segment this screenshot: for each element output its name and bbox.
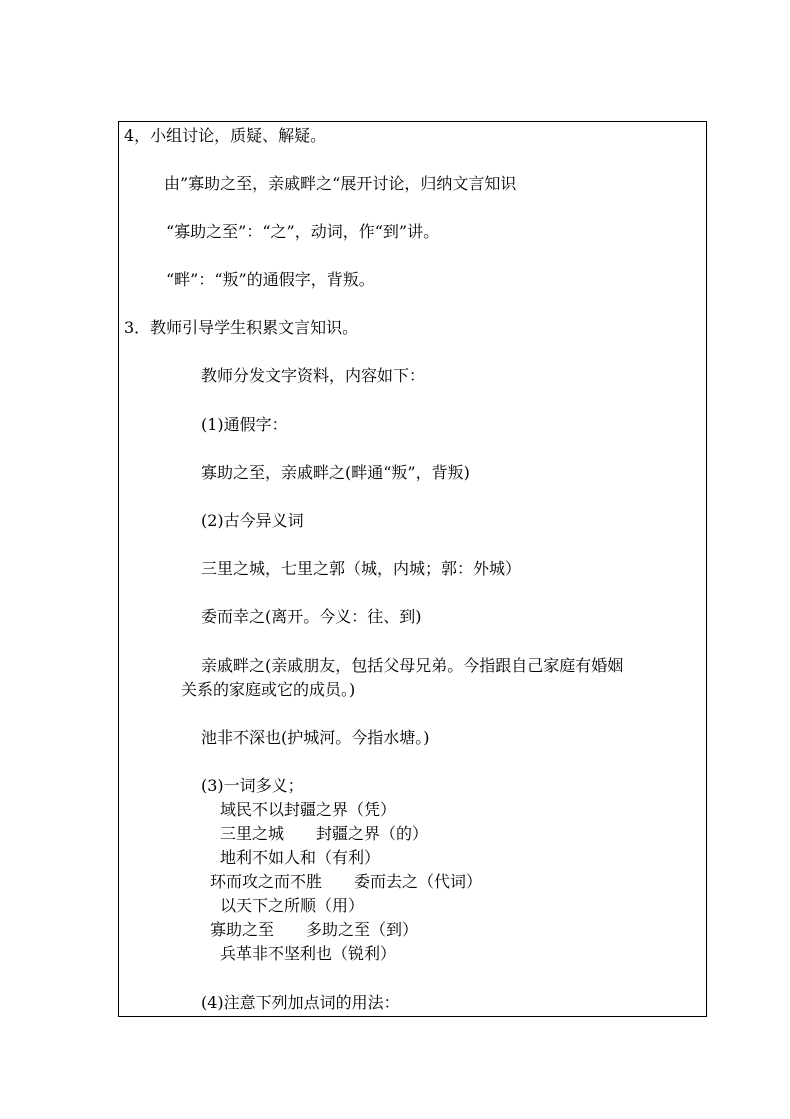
text-line-14: 池非不深也(护城河。今指水塘。) (201, 728, 430, 747)
text-line-9: (2)古今异义词 (201, 511, 304, 530)
text-line-23: (4)注意下列加点词的用法： (201, 993, 400, 1012)
text-line-8: 寡助之至，亲戚畔之(畔通“叛”，背叛) (201, 463, 470, 482)
text-line-5: 3．教师引导学生积累文言知识。 (124, 318, 359, 337)
text-line-4: “畔”：“叛”的通假字，背叛。 (166, 270, 375, 289)
text-line-1: 4，小组讨论，质疑、解疑。 (124, 126, 327, 145)
text-line-11: 委而幸之(离开。今义：往、到) (201, 607, 422, 626)
text-line-20: 以天下之所顺（用） (220, 896, 365, 915)
text-line-12: 亲戚畔之(亲戚朋友，包括父母兄弟。今指跟自己家庭有婚姻 (201, 656, 624, 675)
text-line-13: 关系的家庭或它的成员。) (181, 680, 356, 699)
text-line-22: 兵革非不坚利也（锐利） (220, 944, 397, 963)
text-line-16: 域民不以封疆之界（凭） (220, 800, 397, 819)
text-line-2: 由”寡助之至，亲戚畔之“展开讨论，归纳文言知识 (164, 174, 517, 193)
text-line-10: 三里之城，七里之郭（城，内城；郭：外城） (201, 559, 522, 578)
text-line-18: 地利不如人和（有利） (220, 848, 381, 867)
text-line-3: “寡助之至”：“之”，动词，作“到”讲。 (166, 222, 440, 241)
text-line-15: (3)一词多义； (201, 776, 304, 795)
text-line-17: 三里之城 封疆之界（的） (220, 824, 429, 843)
text-line-19: 环而攻之而不胜 委而去之（代词） (210, 872, 483, 891)
text-line-6: 教师分发文字资料，内容如下： (201, 366, 426, 385)
text-line-21: 寡助之至 多助之至（到） (210, 920, 419, 939)
text-line-7: (1)通假字： (201, 415, 288, 434)
